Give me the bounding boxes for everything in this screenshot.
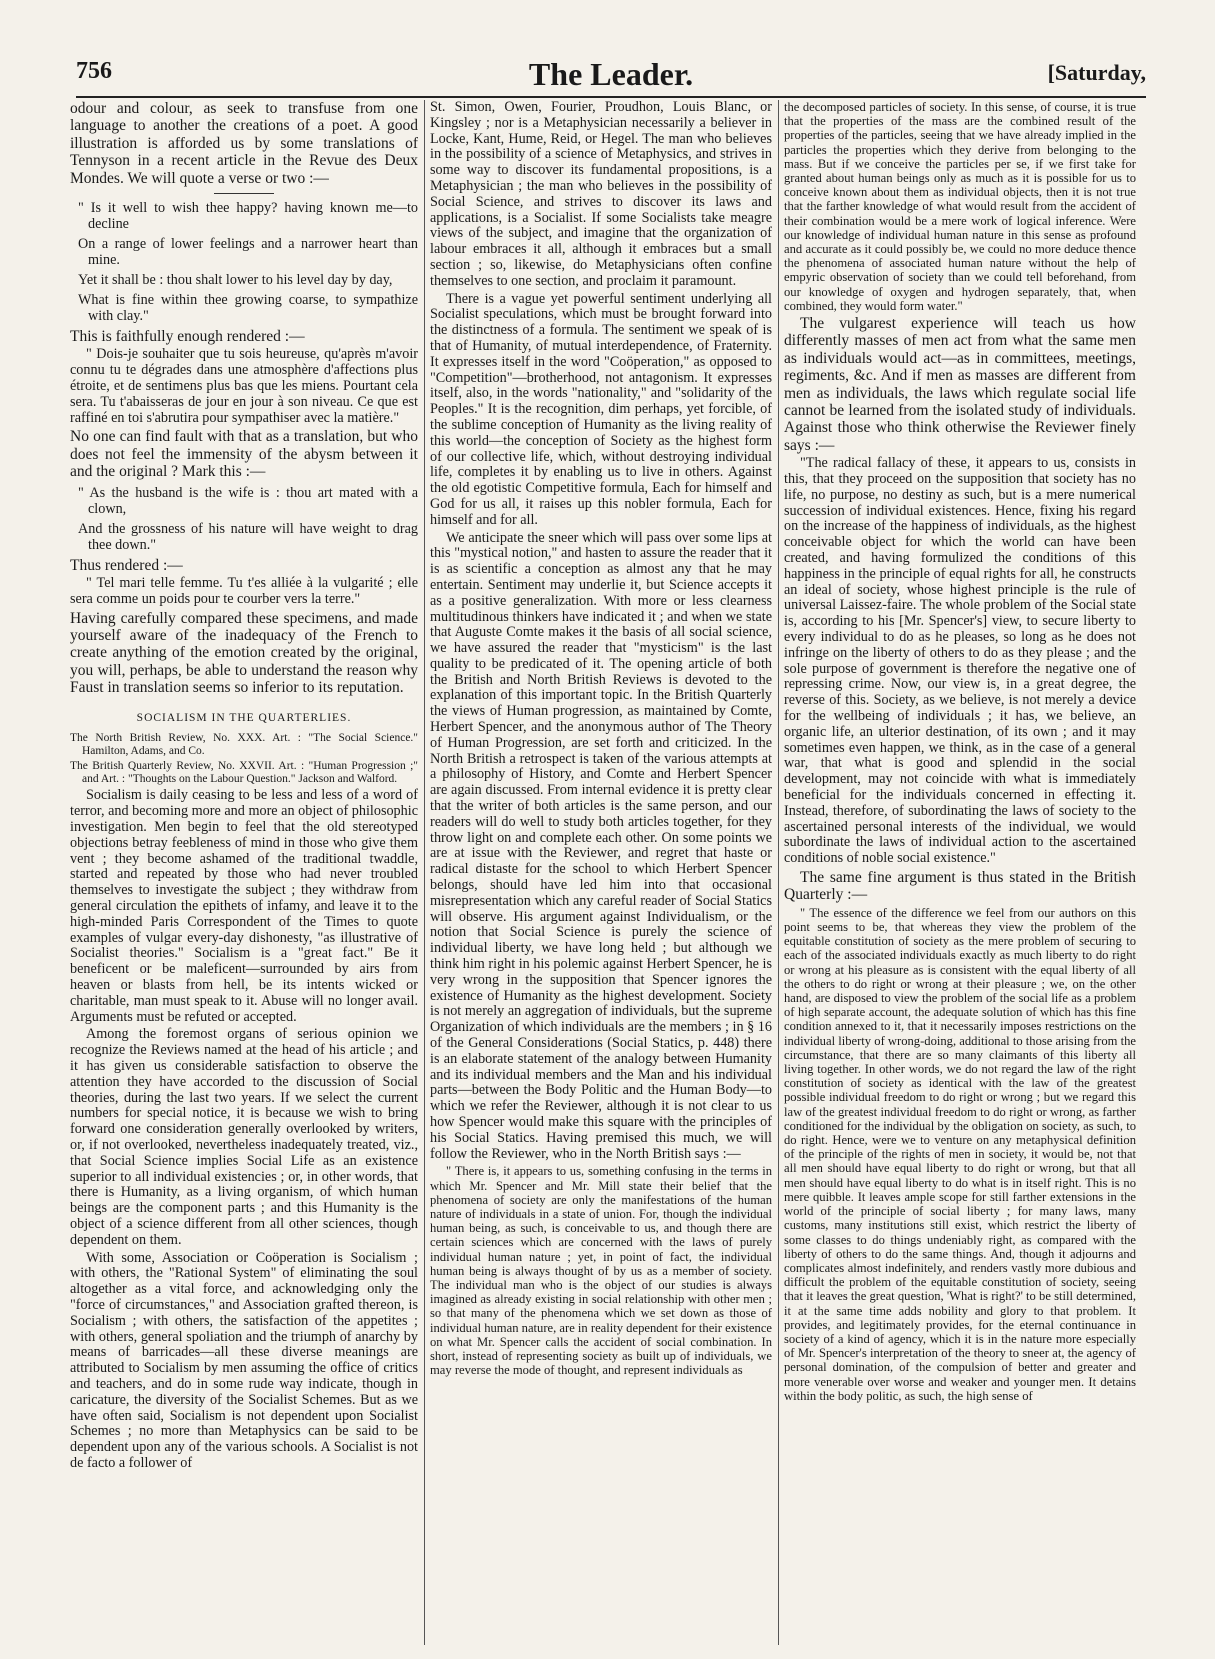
quoted-passage: " There is, it appears to us, something confusing in the terms in which Mr. Spencer and Mr. Mill state their belief that the phenomena of society are only the manifestations of the human nature of individuals in a state of union. For, though the individual human being, as such, is conceivable to us, and though there are certain sciences which are concerned with the laws of purely individual human nature ; yet, in point of fact, the individual human being is always thought of by us as a member of society. The individual man who is the object of our studies is always imagined as already existing in social relationship with other men ; so that many of the phenomena which we set down as those of individual human nature, are in reality dependent for their existence on what Mr. Spencer calls the accident of social combination. In short, instead of representing society as built up of individuals, we may reverse the mode of thought, and represent individuals as — [430, 1164, 772, 1378]
column-rule — [424, 100, 425, 1645]
french-quote: " Dois-je souhaiter que tu sois heureuse, qu'après m'avoir connu tu te dégrades dans une atmosphère d'affections plus étroite, et de sentimens plus bas que les miens. Pourtant cela sera. Tu t'abaisseras de jour en jour à son niveau. Ce que est raffiné en toi s'abrutira pour sympathiser avec la matière." — [70, 346, 418, 426]
section-heading: SOCIALISM IN THE QUARTERLIES. — [136, 711, 352, 724]
issue-day: [Saturday, — [1047, 60, 1146, 85]
paragraph: Socialism is daily ceasing to be less and less of a word of terror, and becoming more and more an object of philosophic investigation. Men begin to feel that the old stereotyped objections betray feebleness of mind in those who give them vent ; they become ashamed of the traditional twaddle, started and repeated by those who had never troubled themselves to investigate the subject ; they withdraw from general circulation the epithets of infamy, and leave it to the high-minded Paris Correspondent of the Times to quote examples of vulgar every-day dishonesty, "as illustrative of Socialist theories." Socialism is a "great fact." Be it beneficent or be maleficent—surrounded by airs from heaven or blasts from hell, be its intents wicked or charitable, man must speak to it. Abuse will no longer avail. Arguments must be refuted or accepted. — [70, 787, 418, 1025]
divider — [214, 193, 274, 194]
paragraph: Having carefully compared these specimens, and made yourself aware of the inadequacy of the French to create anything of the emotion created by the original, you will, perhaps, be able to understand the reason why Faust in translation seems so inferior to its reputation. — [70, 609, 418, 697]
paragraph: Among the foremost organs of serious opinion we recognize the Reviews named at the head of his article ; and it has given us considerable satisfaction to observe the attention they have accorded to the discussion of Social theories, during the last two years. If we select the current numbers for special notice, it is because we wish to bring forward one consideration generally overlooked by writers, or, if not overlooked, nevertheless inadequately treated, viz., that Social Science implies Social Life as an existence superior to all individual existencies ; or, in other words, that there is Humanity, as a living organism, of which human beings are the component parts ; and this Humanity is the object of a science different from all other sciences, though dependent on them. — [70, 1026, 418, 1248]
verse-line: And the grossness of his nature will have weight to drag thee down." — [78, 520, 418, 553]
citation: The British Quarterly Review, No. XXVII. Art. : "Human Progression ;" and Art. : "Thoughts on the Labour Question." Jackson and Walford. — [70, 760, 418, 786]
paragraph: This is faithfully enough rendered :— — [70, 328, 305, 346]
column-rule — [778, 100, 779, 1645]
verse-line: Yet it shall be : thou shalt lower to his level day by day, — [78, 272, 393, 289]
masthead — [76, 56, 1146, 98]
verse-line: What is fine within thee growing coarse, to sympathize with clay." — [78, 292, 418, 325]
paragraph: We anticipate the sneer which will pass over some lips at this "mystical notion," and hasten to assure the reader that it is as scientific a conception as almost any that he may entertain. Sentiment may underlie it, but Science accepts it as a positive generalization. With more or less clearness multitudinous thinkers have indicated it ; and when we state that Auguste Comte makes it the basis of all social science, we have assured the reader that "mysticism" is the last quality to be predicated of it. The opening article of both the British and North British Reviews is devoted to the explanation of this important topic. In the British Quarterly the views of Human progression, as maintained by Comte, Herbert Spencer, and the anonymous author of The Theory of Human Progression, are set forth and criticized. In the North British a retrospect is taken of the various attempts at a philosophy of History, and Comte and Herbert Spencer are again discussed. From internal evidence it is pretty clear that the writer of both articles is the same person, and our readers will do well to study both articles together, for they throw light on and complete each other. On some points we are at issue with the Reviewer, and regret that haste or radical distaste for the school to which Herbert Spencer belongs, should have led him into that occasional misrepresentation which any careful reader of Social Statics will observe. His argument against Individualism, or the notion that Social Science is purely the science of individual liberty, we have long held ; but although we think him right in his polemic against Herbert Spencer, he is very wrong in the supposition that Spencer ignores the existence of Humanity as the highest development. Society is not merely an aggregation of individuals, but the supreme Organization of which individuals are the members ; in § 16 of the General Considerations (Social Statics, p. 448) there is an elaborate statement of the analogy between Humanity and its individual members and the Man and his individual parts—between the Body Politic and the Human Body—to which we refer the Reviewer, although it is not clear to us how Spencer would make this square with the principles of his Social Statics. Having premised this much, we will follow the Reviewer, who in the North British says :— — [430, 529, 772, 1162]
paragraph: odour and colour, as seek to transfuse from one language to another the creations of a poet. A good illustration is afforded us by some translations of Tennyson in a recent article in the Revue des Deux Mondes. We will quote a verse or two :— — [70, 100, 418, 187]
newspaper-title: The Leader. — [528, 56, 694, 92]
paragraph: St. Simon, Owen, Fourier, Proudhon, Louis Blanc, or Kingsley ; nor is a Metaphysician necessarily a believer in Locke, Kant, Hume, Reid, or Hegel. The man who believes in the possibility of a science of Metaphysics, and strives in some way to discover its fundamental propositions, is a Metaphysician ; the man who believes in the possibility of Social Science, and strives to discover its laws and applications, is a Socialist. If some Socialists take meagre views of the subject, and imagine that the organization of labour embraces it all, although it embraces but a small section ; so, likewise, do Metaphysicians often confine themselves to one section, and proclaim it paramount. — [430, 100, 772, 289]
verse-line: On a range of lower feelings and a narrower heart than mine. — [78, 236, 418, 269]
paragraph: No one can find fault with that as a translation, but who does not feel the immensity of the abysm between it and the original ? Mark this :— — [70, 428, 418, 481]
citation: The North British Review, No. XXX. Art. : "The Social Science." Hamilton, Adams, and Co. — [70, 732, 418, 758]
paragraph: The same fine argument is thus stated in the British Quarterly :— — [784, 869, 1136, 904]
paragraph: The vulgarest experience will teach us how differently masses of men act from what the same men as individuals would act—as in committees, meetings, regiments, &c. And if men as masses are different from men as individuals, the laws which regulate social life cannot be learned from the isolated study of individuals. Against those who think otherwise the Reviewer finely says :— — [784, 315, 1136, 454]
column-1 — [70, 100, 418, 1645]
page-number: 756 — [76, 58, 112, 84]
verse-line: " Is it well to wish thee happy? having known me—to decline — [78, 200, 418, 233]
paragraph: There is a vague yet powerful sentiment underlying all Socialist speculations, which must be brought forward into the distinctness of a formula. The sentiment we speak of is that of Humanity, of mutual interdependence, of Fraternity. It expresses itself in the word "Coöperation," as opposed to "Competition"—brotherhood, not antagonism. It expresses itself, also, in the words "nationality," and "solidarity of the Peoples." It is the recognition, dim perhaps, yet forcible, of the sublime conception of Humanity as the living reality of this world—the conception of Society as the highest form of our collective life, which, without destroying individual life, completes it by enabling us to live in others. Against the old egotistic Competitive formula, Each for himself and God for us all, it raises up this nobler formula, Each for himself and for all. — [430, 290, 772, 528]
paragraph: With some, Association or Coöperation is Socialism ; with others, the "Rational System" of eliminating the soul altogether as a vital force, and acknowledging only the "force of circumstances," and Association grafted thereon, is Socialism ; with others, the satisfaction of the appetites ; with others, general spoliation and the triumph of anarchy by means of barricades—all these diverse meanings are attributed to Socialism by men assuming the office of critics and teachers, and do in some rude way indicate, though in caricature, the diversity of the Socialist Schemes. But as we have often said, Socialism is not dependent upon Socialist Schemes ; no more than Metaphysics can be said to be dependent upon any of the various schools. A Socialist is not de facto a follower of — [70, 1249, 418, 1471]
column-2 — [430, 100, 772, 1645]
quoted-passage: "The radical fallacy of these, it appears to us, consists in this, that they proceed on the supposition that society has no life, no purpose, no destiny as such, but is a mere numerical succession of individual existences. Hence, fixing his regard on the increase of the happiness of individuals, as the highest conceivable object for which the world can have been created, and having formulized the conditions of this happiness in the principle of equal rights for all, he constructs an ideal of society, whose highest principle is the rule of universal Laissez-faire. The whole problem of the Social state is, according to his [Mr. Spencer's] view, to secure liberty to every individual to do as he pleases, so long as he does not infringe on the liberty of others to do as they please ; and the sole purpose of government is therefore the negative one of repressing crime. Now, our view is, in a great degree, the reverse of this. Society, as we believe, is not merely a device for the wellbeing of individuals ; it has, we believe, an organic life, an ulterior destination, of its own ; and it may sometimes even happen, we think, as in the case of a general war, that what is good and splendid in the social development, may not coincide with what is immediately beneficial for the individuals concerned in effecting it. Instead, therefore, of subordinating the laws of society to the ascertained personal interests of the individual, we would subordinate the laws of individual action to the ascertained conditions of noble social existence." — [784, 455, 1136, 867]
quoted-passage: " The essence of the difference we feel from our authors on this point seems to be, that whereas they view the problem of the equitable constitution of society as the mere problem of securing to each of the associated individuals exactly as much liberty to do right or wrong at his pleasure as is consistent with the equal liberty of all the others to do right or wrong at their pleasure ; we, on the other hand, are disposed to view the problem of the social life as a problem of high separate account, the adequate solution of which has this fine condition annexed to it, that it necessarily imposes restrictions on the individual liberty of wrong-doing, additional to those arising from the circumstance, that there are so many claimants of this liberty all living together. In other words, we do not regard the law of the right constitution of society as identical with the law of the greatest possible individual freedom to do right or wrong ; but we regard this law of the greatest individual freedom to do right or wrong, as farther conditioned for the individual by the obligation on society, as such, to do right. Hence, were we to venture on any metaphysical definition of the principle of the rights of men in society, it would be, not that all men should have equal liberty to do right or wrong, but that all men should have equal liberty to do what is in itself right. This is no mere quibble. It leaves ample scope for still farther extensions in the world of the principle of social liberty ; for many laws, many customs, many institutions still exist, which restrict the liberty of some classes to do things undeniably right, as compared with the liberty of others to do the same things. And, though it adjourns and complicates almost indefinitely, and renders vastly more dubious and difficult the problem of the equitable constitution of society, seeing that it leaves the great question, 'What is right?' to be still determined, it at the same time adds nobility and glory to that problem. It provides, and legitimately provides, for the eternal continuance in society of a kind of agency, which it is in the nature more especially of Mr. Spencer's interpretation of the theory to sneer at, the agency of personal domination, of the compulsion of better and greater and more venerable over worse and weaker and younger men. It detains within the body politic, as such, the high sense of — [784, 905, 1136, 1403]
french-quote: " Tel mari telle femme. Tu t'es alliée à la vulgarité ; elle sera comme un poids pour te courber vers la terre." — [70, 575, 418, 607]
verse-line: " As the husband is the wife is : thou art mated with a clown, — [78, 484, 418, 517]
column-3 — [784, 100, 1136, 1645]
paragraph: Thus rendered :— — [70, 556, 183, 574]
quoted-passage: the decomposed particles of society. In this sense, of course, it is true that the properties of the mass are the combined result of the properties of the particles, seeing that we have already implied in the particles the properties which they derive from belonging to the mass. But if we conceive the particles per se, if we first take for granted about human beings only as much as it is possible for us to conceive known about them as individual objects, then it is not true that the farther knowledge of what would result from the accident of their combination would be a mere work of logical inference. Were our knowledge of individual human nature in this sense as profound and accurate as it could possibly be, we could no more deduce thence the phenomena of associated human nature without the help of empyric observation of society than we could tell beforehand, from our knowledge of oxygen and hydrogen separately, that, when combined, they would form water." — [784, 100, 1136, 313]
